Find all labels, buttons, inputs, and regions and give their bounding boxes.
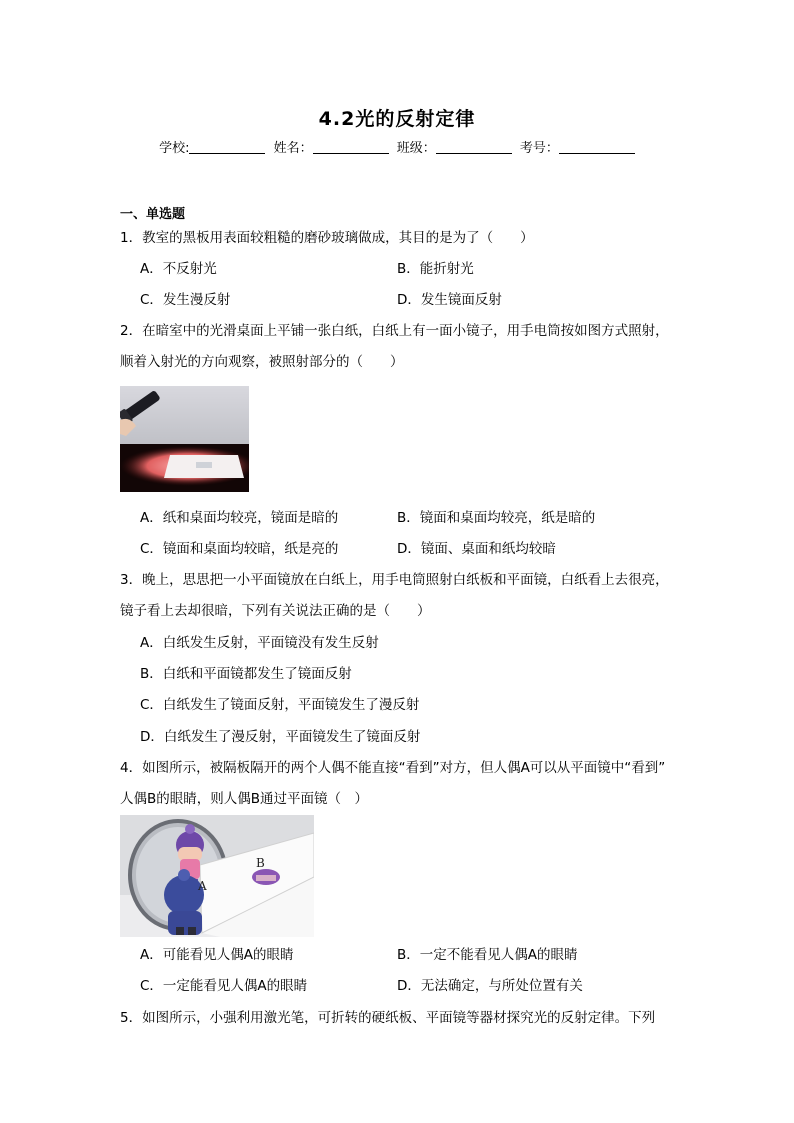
doll-mirror-photo xyxy=(120,815,314,937)
q4-stem-line2: 人偶B的眼睛，则人偶B通过平面镜（ ） xyxy=(120,791,369,807)
number-blank[interactable] xyxy=(559,139,635,154)
school-label: 学校: xyxy=(159,141,190,156)
name-blank[interactable] xyxy=(313,139,389,154)
q2-option-a: A．纸和桌面均较亮，镜面是暗的 xyxy=(140,510,339,526)
q2-stem-line2: 顺着入射光的方向观察，被照射部分的（ ） xyxy=(120,354,404,370)
class-blank[interactable] xyxy=(436,139,512,154)
q2-stem-line1: 2．在暗室中的光滑桌面上平铺一张白纸，白纸上有一面小镜子，用手电筒按如图方式照射， xyxy=(120,323,669,339)
q5-stem-line1: 5．如图所示，小强利用激光笔，可折转的硬纸板、平面镜等器材探究光的反射定律。下列 xyxy=(120,1010,656,1026)
q3-stem-line2: 镜子看上去却很暗，下列有关说法正确的是（ ） xyxy=(120,603,431,619)
q1-option-d: D．发生镜面反射 xyxy=(397,292,502,308)
q3-option-a: A．白纸发生反射，平面镜没有发生反射 xyxy=(140,635,379,651)
q3-stem-line1: 3．晚上，思思把一小平面镜放在白纸上，用手电筒照射白纸板和平面镜，白纸看上去很亮， xyxy=(120,572,669,588)
q4-stem-line1: 4．如图所示，被隔板隔开的两个人偶不能直接“看到”对方，但人偶A可以从平面镜中“看到” xyxy=(120,760,666,776)
q1-option-a: A．不反射光 xyxy=(140,261,217,277)
q4-option-b: B．一定不能看见人偶A的眼睛 xyxy=(397,947,578,963)
q1-option-c: C．发生漫反射 xyxy=(140,292,231,308)
name-label: 姓名： xyxy=(273,141,313,156)
school-blank[interactable] xyxy=(189,139,265,154)
q1-stem: 1．教室的黑板用表面较粗糙的磨砂玻璃做成，其目的是为了（ ） xyxy=(120,230,534,246)
doll-b-label: B xyxy=(256,856,265,870)
q1-option-b: B．能折射光 xyxy=(397,261,474,277)
section-heading: 一、单选题 xyxy=(120,207,186,222)
q2-option-d: D．镜面、桌面和纸均较暗 xyxy=(397,541,556,557)
page-title: 4.2光的反射定律 xyxy=(318,108,476,130)
number-label: 考号： xyxy=(519,141,559,156)
q3-option-c: C．白纸发生了镜面反射，平面镜发生了漫反射 xyxy=(140,697,420,713)
q3-option-d: D．白纸发生了漫反射，平面镜发生了镜面反射 xyxy=(140,729,421,745)
doll-a-label: A xyxy=(198,879,207,893)
student-info-line xyxy=(0,137,794,156)
q2-option-c: C．镜面和桌面均较暗，纸是亮的 xyxy=(140,541,339,557)
flashlight-photo xyxy=(120,386,249,492)
q3-option-b: B．白纸和平面镜都发生了镜面反射 xyxy=(140,666,352,682)
q4-option-a: A．可能看见人偶A的眼睛 xyxy=(140,947,294,963)
q4-option-d: D．无法确定，与所处位置有关 xyxy=(397,978,583,994)
q4-option-c: C．一定能看见人偶A的眼睛 xyxy=(140,978,308,994)
class-label: 班级： xyxy=(396,141,436,156)
q2-option-b: B．镜面和桌面均较亮，纸是暗的 xyxy=(397,510,596,526)
